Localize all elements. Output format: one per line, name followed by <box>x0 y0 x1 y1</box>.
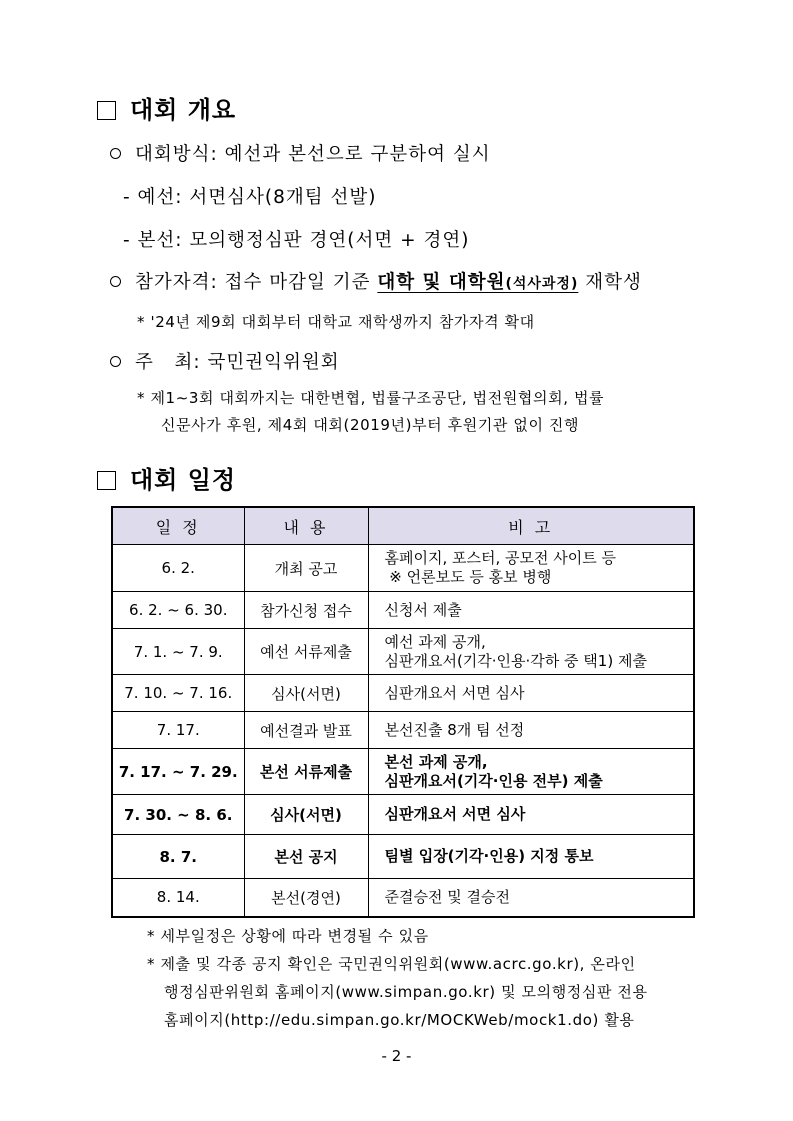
table-row <box>112 712 694 749</box>
section-title: 대회 개요 <box>130 96 237 124</box>
cell-content: 예선 서류제출 <box>244 629 368 675</box>
cell-content: 개최 공고 <box>244 545 368 592</box>
table-row <box>112 592 694 629</box>
table-row <box>112 629 694 675</box>
cell-date: 7. 1. ~ 7. 9. <box>112 629 244 675</box>
cell-note: 팀별 입장(기각·인용) 지정 통보 <box>368 835 694 879</box>
bullet-eligibility <box>110 268 642 294</box>
bullet-method <box>110 140 491 166</box>
cell-content: 본선 서류제출 <box>244 749 368 795</box>
cell-date: 7. 17. ~ 7. 29. <box>112 749 244 795</box>
method-text: 대회방식: 예선과 본선으로 구분하여 실시 <box>135 144 491 165</box>
cell-date: 6. 2. ~ 6. 30. <box>112 592 244 629</box>
cell-date: 7. 30. ~ 8. 6. <box>112 795 244 835</box>
cell-note <box>368 545 694 592</box>
checkbox-square-icon <box>97 471 116 490</box>
circle-bullet-icon <box>110 356 121 367</box>
final-text: - 본선: 모의행정심판 경연(서면 + 경연) <box>123 230 470 251</box>
schedule-table <box>111 506 695 918</box>
bullet-host <box>110 348 340 374</box>
host-note-line2: 신문사가 후원, 제4회 대회(2019년)부터 후원기관 없이 진행 <box>161 416 580 434</box>
host-text: 주 최: 국민권익위원회 <box>135 352 340 373</box>
host-note-line1: * 제1∼3회 대회까지는 대한변협, 법률구조공단, 법전원협의회, 법률 <box>137 389 605 407</box>
prelim-text: - 예선: 서면심사(8개팀 선발) <box>123 187 377 208</box>
table-header-row <box>112 507 694 545</box>
cell-content: 예선결과 발표 <box>244 712 368 749</box>
note-line: 본선 과제 공개, <box>384 752 488 771</box>
cell-content: 본선 공지 <box>244 835 368 879</box>
eligibility-suffix: 재학생 <box>578 272 642 293</box>
circle-bullet-icon <box>110 148 121 159</box>
section-heading-overview <box>97 90 236 125</box>
table-row <box>112 879 694 917</box>
cell-note: 심판개요서 서면 심사 <box>368 795 694 835</box>
header-date: 일 정 <box>112 507 244 545</box>
cell-content: 본선(경연) <box>244 879 368 917</box>
cell-date: 8. 14. <box>112 879 244 917</box>
eligibility-bold: 대학 및 대학원 <box>377 272 506 293</box>
cell-note: 본선진출 8개 팀 선정 <box>368 712 694 749</box>
table-row <box>112 795 694 835</box>
cell-date: 8. 7. <box>112 835 244 879</box>
cell-content: 심사(서면) <box>244 795 368 835</box>
note-line: ※ 언론보도 등 홍보 병행 <box>384 568 552 586</box>
cell-note <box>368 749 694 795</box>
footnote-notice-line1: * 제출 및 각종 공지 확인은 국민권익위원회(www.acrc.go.kr), 온라인 <box>147 955 636 973</box>
cell-note: 신청서 제출 <box>368 592 694 629</box>
section-heading-schedule <box>97 460 236 495</box>
footnote-notice-line2: 행정심판위원회 홈페이지(www.simpan.go.kr) 및 모의행정심판 전용 <box>164 983 648 1001</box>
cell-content: 참가신청 접수 <box>244 592 368 629</box>
table-row <box>112 835 694 879</box>
eligibility-paren: (석사과정) <box>505 276 579 292</box>
eligibility-prefix: 참가자격: 접수 마감일 기준 <box>135 272 378 293</box>
eligibility-note: * '24년 제9회 대회부터 대학교 재학생까지 참가자격 확대 <box>137 313 535 331</box>
table-row <box>112 675 694 712</box>
table-row <box>112 545 694 592</box>
cell-date: 7. 17. <box>112 712 244 749</box>
cell-note <box>368 629 694 675</box>
section-title: 대회 일정 <box>130 466 237 494</box>
page-number: - 2 - <box>381 1047 412 1065</box>
header-note: 비 고 <box>368 507 694 545</box>
cell-date: 6. 2. <box>112 545 244 592</box>
header-content: 내 용 <box>244 507 368 545</box>
checkbox-square-icon <box>97 101 116 120</box>
note-line: 예선 과제 공개, <box>384 632 486 651</box>
cell-content: 심사(서면) <box>244 675 368 712</box>
cell-note: 심판개요서 서면 심사 <box>368 675 694 712</box>
cell-note: 준결승전 및 결승전 <box>368 879 694 917</box>
footnote-schedule-change: * 세부일정은 상황에 따라 변경될 수 있음 <box>147 927 429 945</box>
circle-bullet-icon <box>110 276 121 287</box>
note-line: 심판개요서(기각·인용·각하 중 택1) 제출 <box>384 651 647 670</box>
table-row <box>112 749 694 795</box>
footnote-notice-line3: 홈페이지(http://edu.simpan.go.kr/MOCKWeb/mock1.do) 활용 <box>164 1011 635 1029</box>
note-line: 심판개요서(기각·인용 전부) 제출 <box>384 771 603 790</box>
eligibility-highlight <box>377 272 578 293</box>
note-line: 홈페이지, 포스터, 공모전 사이트 등 <box>384 549 616 567</box>
cell-date: 7. 10. ~ 7. 16. <box>112 675 244 712</box>
